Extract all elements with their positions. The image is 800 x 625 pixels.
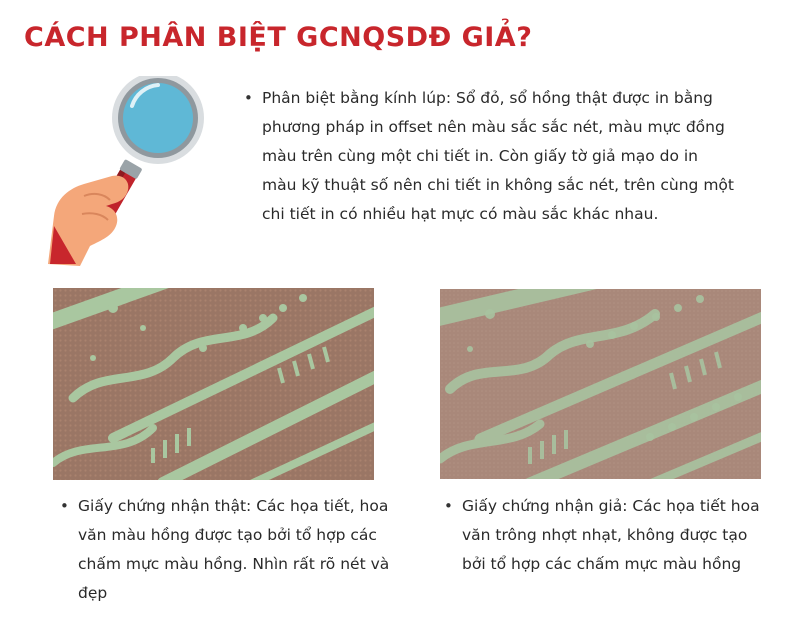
fake-certificate-sample-image xyxy=(440,289,761,479)
magnifying-glass-icon xyxy=(40,76,220,271)
fake-certificate-caption-list xyxy=(444,492,774,579)
real-certificate-caption-list xyxy=(60,492,390,608)
fake-certificate-caption: • Giấy chứng nhận giả: Các họa tiết hoa văn trông nhợt nhạt, không được tạo bởi tổ hợp các chấm mực màu hồng xyxy=(444,492,774,579)
real-certificate-caption: • Giấy chứng nhận thật: Các họa tiết, hoa văn màu hồng được tạo bởi tổ hợp các chấm mực màu hồng. Nhìn rất rõ nét và đẹp xyxy=(60,492,390,608)
intro-bullet: • Phân biệt bằng kính lúp: Sổ đỏ, sổ hồng thật được in bằng phương pháp in offset nên màu sắc sắc nét, màu mực đồng màu trên cùng một chi tiết in. Còn giấy tờ giả mạo do in màu kỹ thuật số nên chi tiết in không sắc nét, trên cùng một chi tiết in có nhiều hạt mực có màu sắc khác nhau. xyxy=(244,84,734,229)
real-certificate-sample-image xyxy=(53,288,374,480)
intro-list xyxy=(244,84,734,229)
page-title: CÁCH PHÂN BIỆT GCNQSDĐ GIẢ? xyxy=(24,22,533,53)
